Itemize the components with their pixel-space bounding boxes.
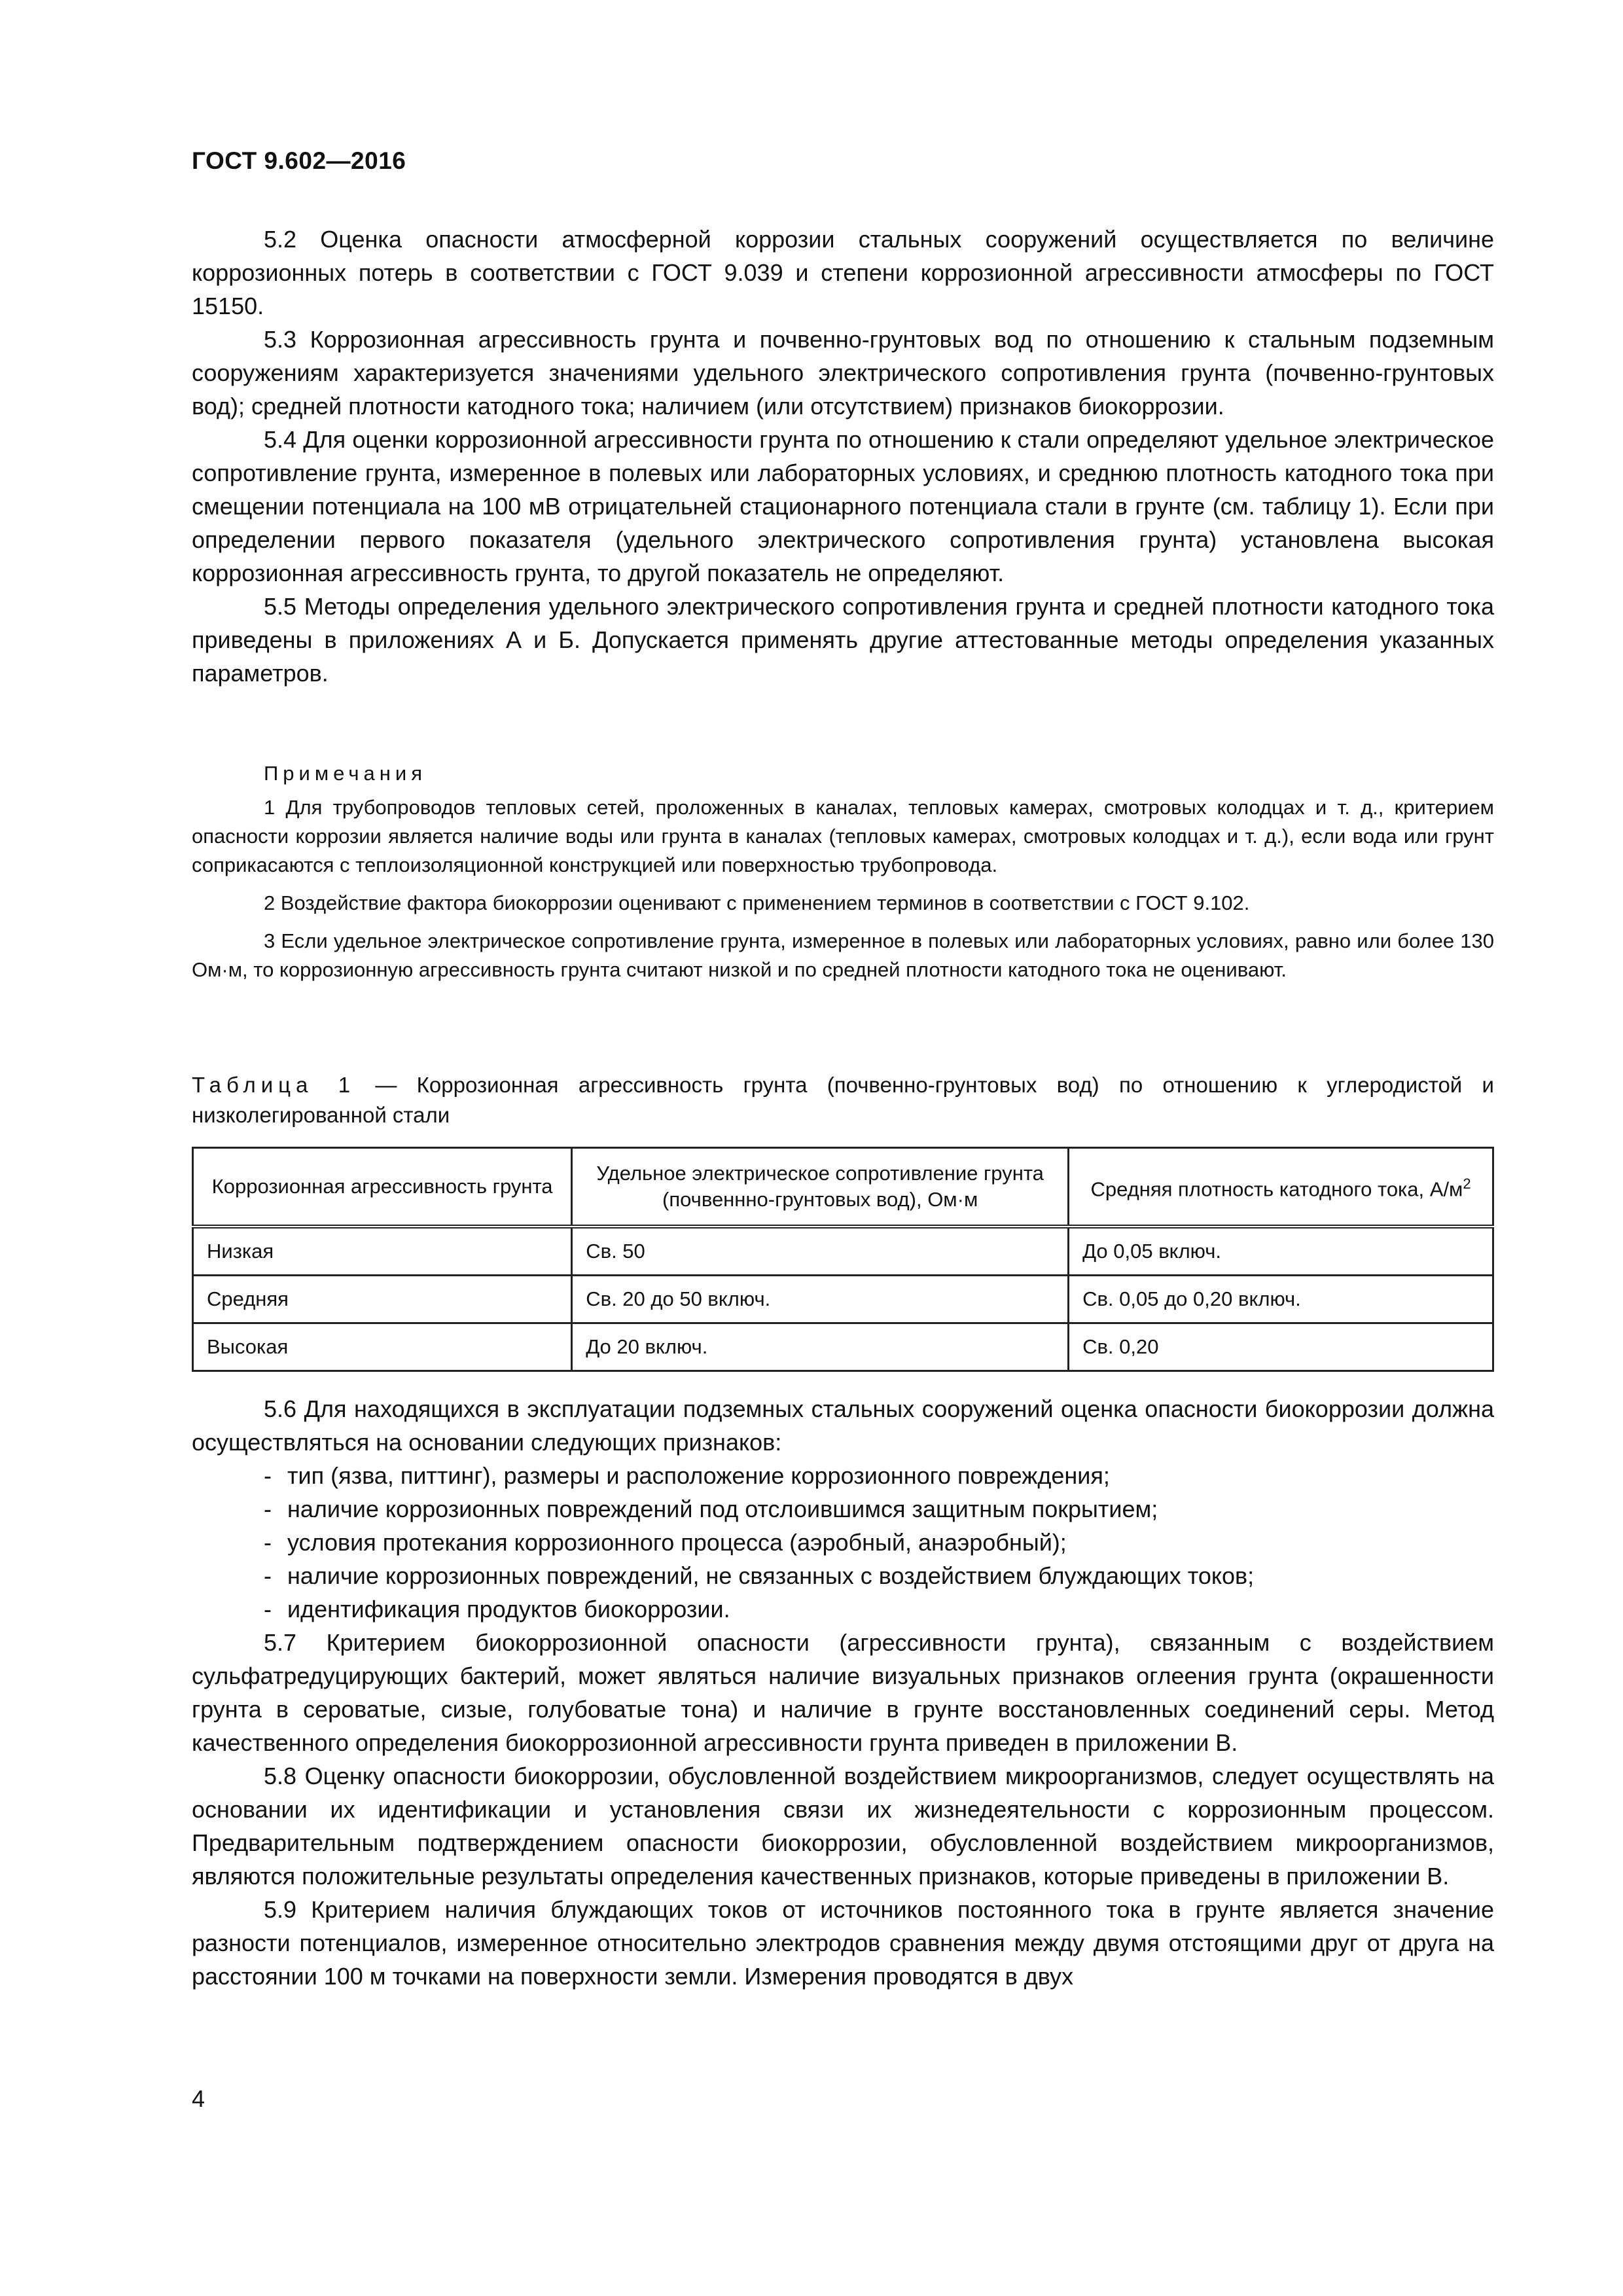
table-cell: До 20 включ.: [572, 1323, 1069, 1371]
notes-section: [192, 759, 1494, 984]
table-caption-label: Таблица 1: [192, 1073, 356, 1097]
list-dash: -: [264, 1462, 272, 1489]
paragraph-5-5: 5.5 Методы определения удельного электрического сопротивления грунта и средней плотности катодного тока приведены в приложениях А и Б. Допускается применять другие аттестованные методы определения указанных параметров.: [192, 593, 1494, 687]
table-header-row: [193, 1148, 1493, 1227]
page-number: 4: [192, 2085, 205, 2112]
list-item-text: тип (язва, питтинг), размеры и расположение коррозионного повреждения;: [287, 1462, 1110, 1489]
table-cell: Св. 50: [572, 1227, 1069, 1276]
list-dash: -: [264, 1529, 272, 1556]
list-item-text: идентификация продуктов биокоррозии.: [287, 1596, 730, 1623]
table-caption: [192, 1070, 1494, 1130]
paragraphs-top: [192, 223, 1494, 690]
table-cell: Св. 0,20: [1069, 1323, 1493, 1371]
paragraph-5-6: 5.6 Для находящихся в эксплуатации подземных стальных сооружений оценка опасности биокоррозии должна осуществляться на основании следующих признаков:: [192, 1395, 1494, 1456]
table-header-cell: Коррозионная агрессивность грунта: [193, 1148, 572, 1227]
list-item: [192, 1526, 1494, 1559]
note-2: 2 Воздействие фактора биокоррозии оценивают с применением терминов в соответствии с ГОСТ 9.102.: [264, 891, 1250, 914]
list-dash: -: [264, 1596, 272, 1623]
paragraph-5-2: 5.2 Оценка опасности атмосферной коррозии стальных сооружений осуществляется по величине коррозионных потерь в соответствии с ГОСТ 9.039 и степени коррозионной агрессивности атмосферы по ГОСТ 15150.: [192, 226, 1494, 319]
list-item: [192, 1492, 1494, 1526]
table-cell: Высокая: [193, 1323, 572, 1371]
list-item: [192, 1559, 1494, 1592]
list-dash: -: [264, 1562, 272, 1589]
note-1: 1 Для трубопроводов тепловых сетей, проложенных в каналах, тепловых камерах, смотровых колодцах и т. д., критерием опасности коррозии является наличие воды или грунта в каналах (тепловых камерах, смотровых колодцах и т. д.), если вода или грунт соприкасаются с теплоизоляционной конструкцией или поверхностью трубопровода.: [192, 796, 1494, 876]
table-header-cell: Удельное электрическое сопротивление грунта (почвеннно-грунтовых вод), Ом·м: [572, 1148, 1069, 1227]
table-row: [193, 1323, 1493, 1371]
list-dash: -: [264, 1496, 272, 1522]
table-cell: Низкая: [193, 1227, 572, 1276]
paragraph-5-4: 5.4 Для оценки коррозионной агрессивности грунта по отношению к стали определяют удельное электрическое сопротивление грунта, измеренное в полевых или лабораторных условиях, и среднюю плотность катодного тока при смещении потенциала на 100 мВ отрицательней стационарного потенциала стали в грунте (см. таблицу 1). Если при определении первого показателя (удельного электрического сопротивления грунта) установлена высокая коррозионная агрессивность грунта, то другой показатель не определяют.: [192, 426, 1494, 586]
header-text: Средняя плотность катодного тока, А/м: [1090, 1177, 1463, 1201]
paragraph-5-8: 5.8 Оценку опасности биокоррозии, обусловленной воздействием микроорганизмов, следует осуществлять на основании их идентификации и установления связи их жизнедеятельности с коррозионным процессом. Предварительным подтверждением опасности биокоррозии, обусловленной воздействием микроорганизмов, являются положительные результаты определения качественных признаков, которые приведены в приложении В.: [192, 1763, 1494, 1890]
table-cell: До 0,05 включ.: [1069, 1227, 1493, 1276]
header-superscript: 2: [1463, 1175, 1471, 1192]
table-cell: Св. 20 до 50 включ.: [572, 1276, 1069, 1323]
paragraphs-bottom: [192, 1392, 1494, 1993]
table-row: [193, 1227, 1493, 1276]
table-cell: Св. 0,05 до 0,20 включ.: [1069, 1276, 1493, 1323]
document-code-header: ГОСТ 9.602—2016: [192, 147, 406, 174]
list-item: [192, 1459, 1494, 1492]
list-item-text: наличие коррозионных повреждений под отслоившимся защитным покрытием;: [287, 1496, 1158, 1522]
table-cell: Средняя: [193, 1276, 572, 1323]
list-item-text: наличие коррозионных повреждений, не связанных с воздействием блуждающих токов;: [287, 1562, 1255, 1589]
list-item-text: условия протекания коррозионного процесса (аэробный, анаэробный);: [287, 1529, 1067, 1556]
notes-title: Примечания: [264, 762, 427, 785]
biocorrosion-signs-list: [192, 1459, 1494, 1626]
table-header-cell: [1069, 1148, 1493, 1227]
table-caption-text: — Коррозионная агрессивность грунта (почвенно-грунтовых вод) по отношению к углеродистой и низколегированной стали: [192, 1073, 1494, 1127]
paragraph-5-9: 5.9 Критерием наличия блуждающих токов от источников постоянного тока в грунте является значение разности потенциалов, измеренное относительно электродов сравнения между двумя отстоящими друг от друга на расстоянии 100 м точками на поверхности земли. Измерения проводятся в двух: [192, 1896, 1494, 1990]
corrosivity-table: [192, 1147, 1494, 1372]
table-row: [193, 1276, 1493, 1323]
paragraph-5-3: 5.3 Коррозионная агрессивность грунта и почвенно-грунтовых вод по отношению к стальным подземным сооружениям характеризуется значениями удельного электрического сопротивления грунта (почвенно-грунтовых вод); средней плотности катодного тока; наличием (или отсутствием) признаков биокоррозии.: [192, 326, 1494, 420]
paragraph-5-7: 5.7 Критерием биокоррозионной опасности (агрессивности грунта), связанным с воздействием сульфатредуцирующих бактерий, может являться наличие визуальных признаков оглеения грунта (окрашенности грунта в сероватые, сизые, голубоватые тона) и наличие в грунте восстановленных соединений серы. Метод качественного определения биокоррозионной агрессивности грунта приведен в приложении В.: [192, 1629, 1494, 1756]
list-item: [192, 1592, 1494, 1626]
note-3: 3 Если удельное электрическое сопротивление грунта, измеренное в полевых или лабораторных условиях, равно или более 130 Ом·м, то коррозионную агрессивность грунта считают низкой и по средней плотности катодного тока не оценивают.: [192, 929, 1494, 981]
